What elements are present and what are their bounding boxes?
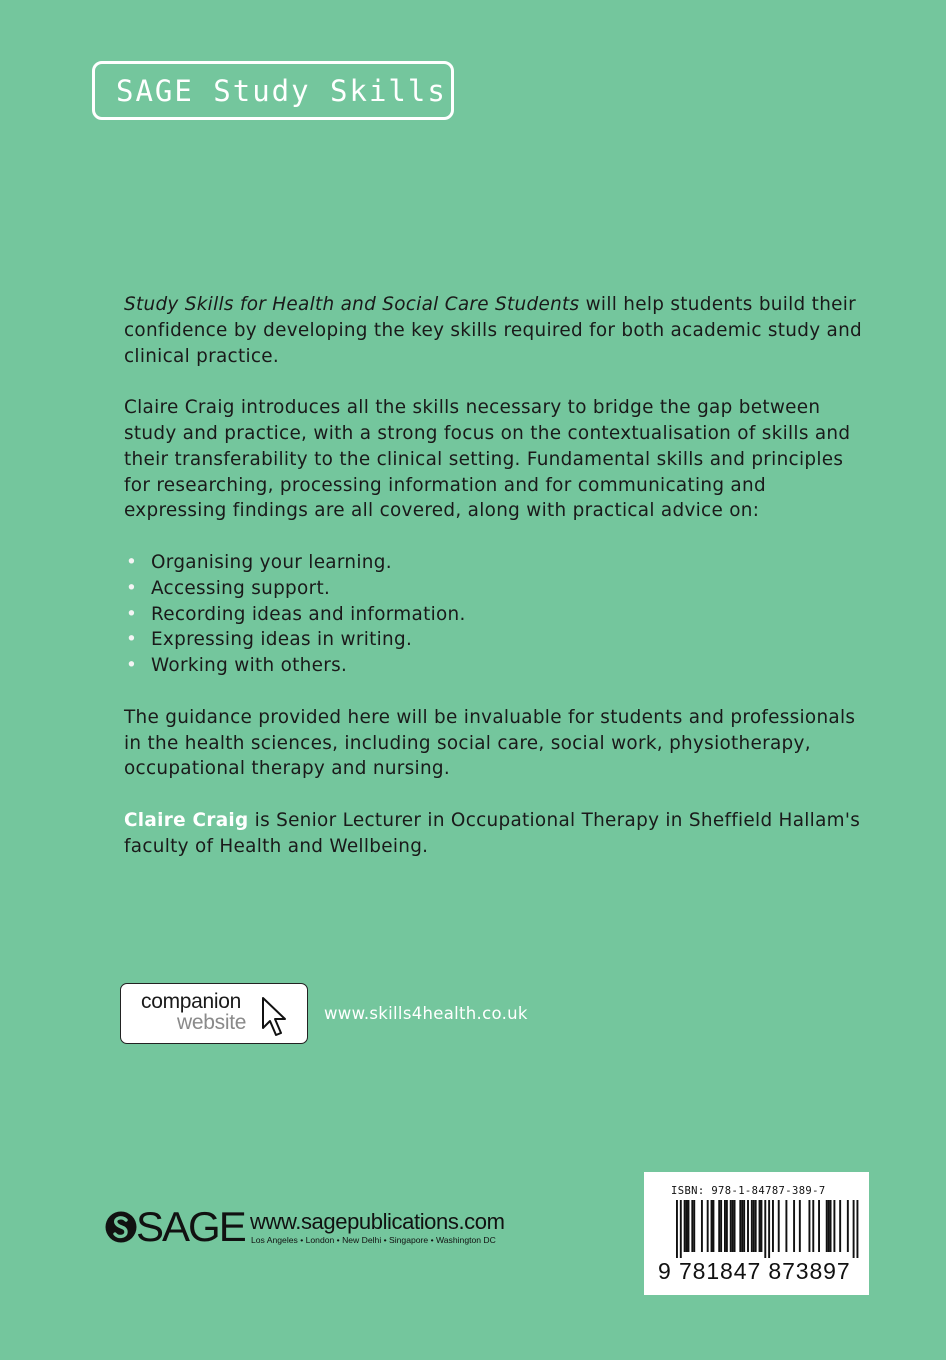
barcode-bar [830,1200,832,1252]
barcode-bar [793,1200,795,1252]
barcode-bar [693,1200,695,1252]
barcode-bar [839,1200,841,1252]
list-item: • Recording ideas and information. [124,602,864,628]
barcode-bar [684,1200,686,1252]
barcode-bar [847,1200,849,1252]
barcode-panel [644,1172,869,1295]
publisher-url[interactable]: www.sagepublications.com [250,1209,505,1234]
companion-label: companion [141,990,242,1013]
list-item: • Accessing support. [124,576,864,602]
companion-website-badge [120,983,308,1044]
blurb-paragraph-1 [124,292,864,369]
author-bio-text: is Senior Lecturer in Occupational Therapy in Sheffield Hallam's faculty of Health and Wellbeing. [124,809,861,857]
barcode-bar [711,1200,713,1252]
barcode-bar [734,1200,736,1252]
barcode-bar [778,1200,780,1252]
book-title: Study Skills for Health and Social Care Students [124,294,580,315]
series-label-box [92,61,454,120]
barcode-bar [768,1200,770,1258]
barcode-bar [724,1200,726,1252]
barcode-bar [772,1200,774,1252]
barcode-bar [688,1200,690,1252]
barcode-bar [753,1200,755,1252]
barcode-bar [691,1200,693,1252]
barcode-bar [853,1200,855,1258]
isbn-text: ISBN: 978-1-84787-389-7 [671,1185,826,1197]
barcode-bar [751,1200,753,1252]
sage-logo-icon [104,1210,138,1244]
author-bio [124,808,864,860]
barcode-bar [741,1200,743,1252]
barcode-bar [747,1200,749,1252]
blurb-paragraph-3: The guidance provided here will be invaluable for students and professionals in the health sciences, including social care, social work, physiotherapy, occupational therapy and nursing. [124,706,856,780]
barcode-bar [743,1200,745,1252]
barcode-bar [730,1200,732,1252]
barcode-bar [785,1200,787,1252]
skills-list [124,550,864,679]
author-name: Claire Craig [124,809,249,831]
barcode-bar [764,1200,766,1258]
series-label: SAGE Study Skills [116,73,447,108]
barcode-bar [686,1200,688,1252]
cursor-arrow-icon [260,996,290,1040]
list-item: • Working with others. [124,653,864,679]
barcode-bar [808,1200,810,1252]
barcode-bar [707,1200,709,1252]
barcode-bar [732,1200,734,1252]
barcode-bar [826,1200,828,1252]
barcode-bar [799,1200,801,1252]
barcode-bar [718,1200,720,1252]
blurb-paragraph-2: Claire Craig introduces all the skills necessary to bridge the gap between study and practice, with a strong focus on the contextualisation of skills and their transferability to the clinical setting. Fundamental skills and principles for researching, processing information and for communicating and expressing findings are all covered, along with practical advice on: [124,397,851,522]
barcode-bar [712,1200,714,1252]
barcode-bar [759,1200,761,1252]
blurb-paragraph-1-text: will help students build their confidence by developing the key skills required for both academic study and clinical practice. [124,294,863,367]
barcode-bar [833,1200,835,1252]
list-item: • Organising your learning. [124,550,864,576]
publisher-cities: Los Angeles • London • New Delhi • Singapore • Washington DC [251,1235,496,1245]
barcode-bar [726,1200,728,1252]
barcode-bar [680,1200,682,1258]
barcode-bar [739,1200,741,1252]
barcode-bar [818,1200,820,1252]
companion-website-url[interactable]: www.skills4health.co.uk [324,1004,528,1023]
blurb [124,292,864,885]
ean-digits: 9 781847 873897 [658,1258,851,1284]
sage-wordmark: SAGE [136,1203,245,1250]
barcode-bar [812,1200,814,1252]
barcode-bar [676,1200,678,1258]
website-label: website [177,1011,247,1034]
list-item: • Expressing ideas in writing. [124,627,864,653]
barcode-bar [760,1200,762,1252]
barcode-bar [701,1200,703,1252]
barcode-bar [720,1200,722,1252]
barcode-bar [755,1200,757,1252]
barcode-bar [828,1200,830,1252]
barcode-bar [856,1200,858,1258]
